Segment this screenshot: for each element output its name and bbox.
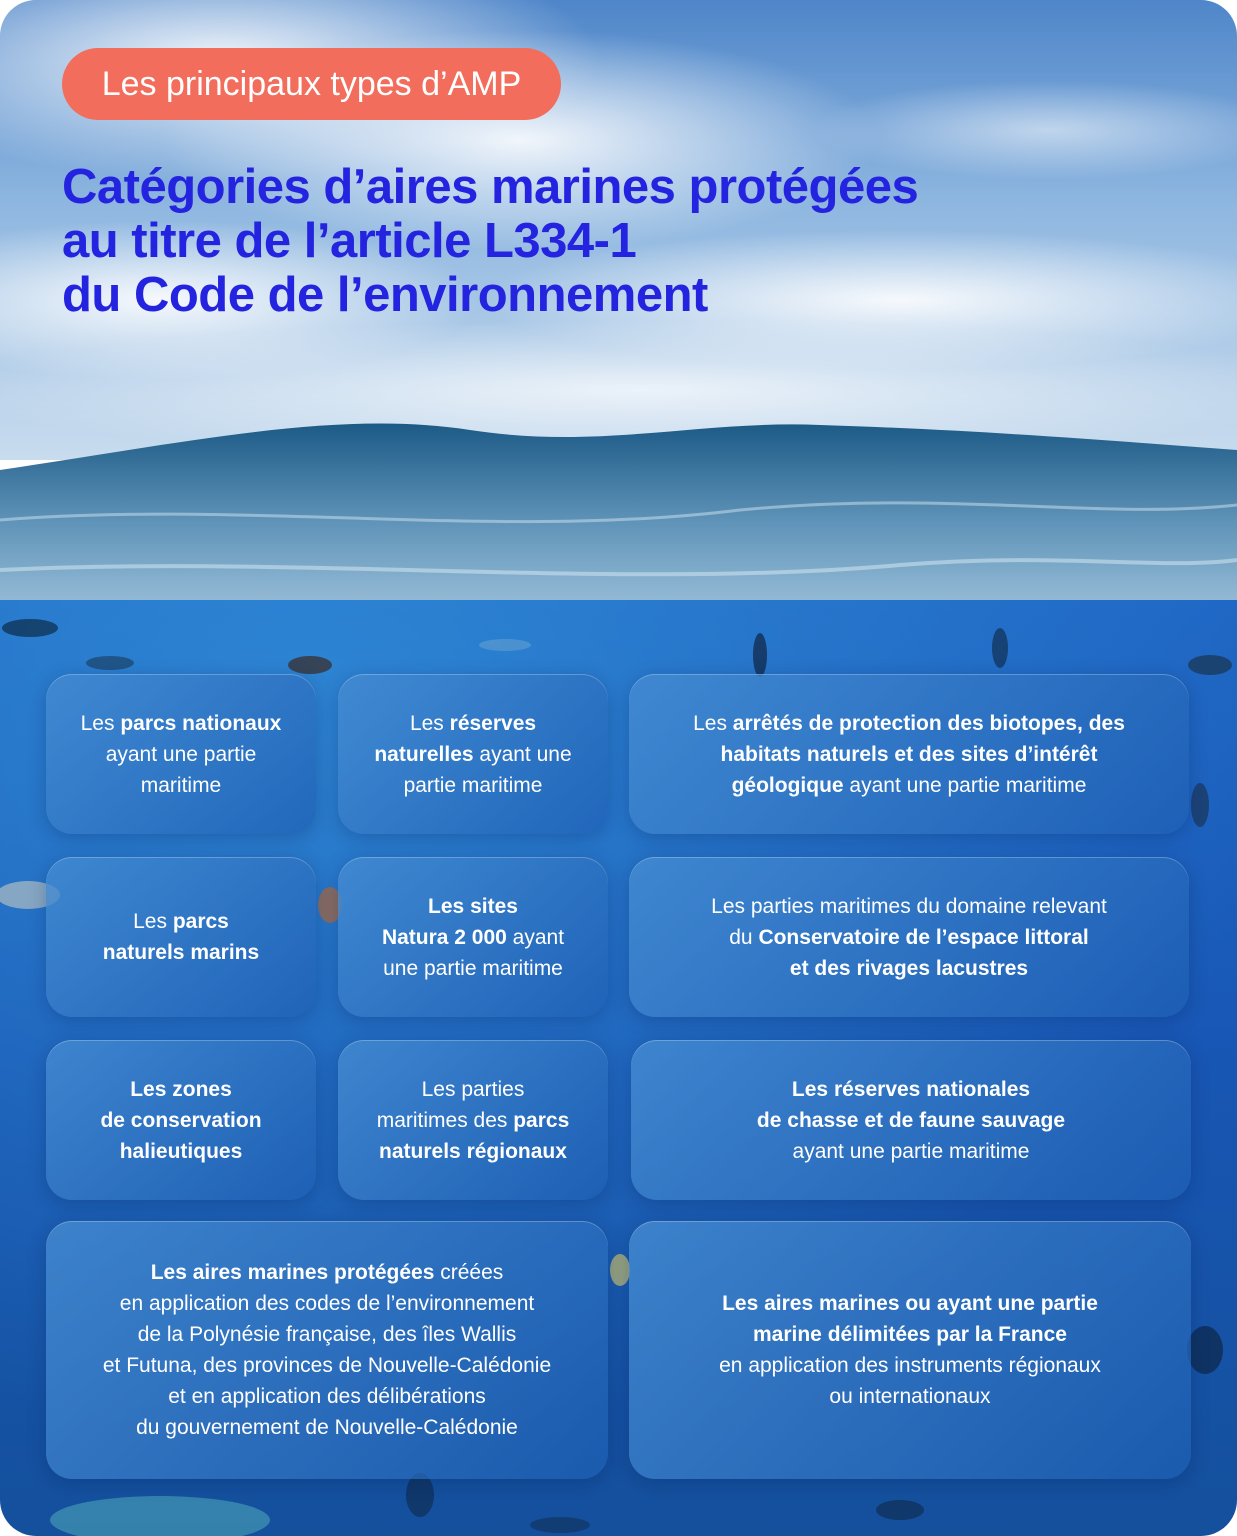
card-text bbox=[103, 906, 259, 968]
card-text-run: Les bbox=[80, 711, 121, 735]
card-text bbox=[382, 891, 564, 984]
card-text-line bbox=[382, 891, 564, 922]
card-text-line bbox=[103, 1350, 551, 1381]
card-text-line bbox=[719, 1350, 1101, 1381]
card-text-line bbox=[382, 922, 564, 953]
card-text-run: en application des codes de l’environnement bbox=[119, 1292, 535, 1315]
card-text-bold: Les réserves nationales bbox=[791, 1077, 1031, 1101]
card-text-line bbox=[81, 708, 282, 739]
card-text-bold: naturels marins bbox=[102, 941, 260, 964]
card-text-bold: naturels régionaux bbox=[379, 1139, 567, 1163]
card-text-run: ayant une partie maritime bbox=[843, 773, 1087, 797]
card-text bbox=[81, 708, 282, 801]
card-text-bold: naturelles bbox=[374, 742, 474, 766]
category-card-arretes-biotopes bbox=[629, 674, 1189, 834]
card-text-bold: Conservatoire de l’espace littoral bbox=[758, 925, 1089, 949]
card-text-run: Les parties bbox=[421, 1077, 525, 1101]
card-text-line bbox=[100, 1105, 261, 1136]
card-text-line bbox=[374, 708, 571, 739]
card-text-bold: Les zones bbox=[130, 1077, 232, 1101]
page-title bbox=[62, 160, 1062, 322]
card-text bbox=[374, 708, 571, 801]
section-tag: Les principaux types d’AMP bbox=[62, 48, 561, 120]
card-text-line bbox=[374, 739, 571, 770]
category-card-parcs-nationaux bbox=[46, 674, 316, 834]
card-text-run: de la Polynésie française, des îles Wallis bbox=[137, 1323, 517, 1346]
card-text-bold: Les aires marines ou ayant une partie bbox=[722, 1292, 1098, 1315]
card-text-line bbox=[382, 953, 564, 984]
card-text-line bbox=[711, 922, 1107, 953]
card-text-run: créées bbox=[434, 1261, 504, 1284]
card-text-line bbox=[757, 1074, 1065, 1105]
category-card-conservatoire-littoral bbox=[629, 857, 1189, 1017]
card-text-line bbox=[757, 1136, 1065, 1167]
card-text-line bbox=[377, 1136, 570, 1167]
card-text-run: ou internationaux bbox=[829, 1385, 991, 1408]
card-text-line bbox=[693, 770, 1125, 801]
card-text-line bbox=[711, 891, 1107, 922]
card-text-bold: Natura 2 000 bbox=[381, 925, 507, 949]
card-text-line bbox=[693, 739, 1125, 770]
card-text-run: une partie maritime bbox=[383, 956, 563, 980]
category-card-reserves-naturelles bbox=[338, 674, 608, 834]
card-text-run: et en application des délibérations bbox=[168, 1385, 486, 1408]
card-text-run: ayant bbox=[506, 925, 565, 949]
category-card-parcs-naturels-regionaux bbox=[338, 1040, 608, 1200]
card-text-bold: réserves bbox=[449, 711, 537, 735]
card-text-bold: Les sites bbox=[428, 894, 518, 918]
category-card-aires-instruments-internationaux bbox=[629, 1221, 1191, 1479]
category-card-zones-conservation-halieutiques bbox=[46, 1040, 316, 1200]
card-text-run: maritimes des bbox=[376, 1108, 514, 1132]
card-text bbox=[377, 1074, 570, 1167]
card-text-run: et Futuna, des provinces de Nouvelle-Calédonie bbox=[102, 1354, 552, 1377]
card-text-run: Les bbox=[133, 910, 173, 933]
card-text-line bbox=[100, 1074, 261, 1105]
card-text-run: Les parties maritimes du domaine relevant bbox=[711, 894, 1107, 918]
card-text-bold: arrêtés de protection des biotopes, des bbox=[732, 711, 1125, 735]
card-text-line bbox=[103, 937, 259, 968]
card-text bbox=[757, 1074, 1065, 1167]
card-text-bold: parcs bbox=[513, 1108, 570, 1132]
card-text-run: du gouvernement de Nouvelle-Calédonie bbox=[136, 1416, 518, 1439]
title-line: du Code de l’environnement bbox=[62, 268, 708, 322]
card-text-line bbox=[100, 1136, 261, 1167]
card-text-run: en application des instruments régionaux bbox=[719, 1354, 1101, 1377]
card-text-line bbox=[719, 1319, 1101, 1350]
card-text-run: maritime bbox=[140, 773, 222, 797]
card-text-line bbox=[377, 1105, 570, 1136]
card-text bbox=[103, 1257, 551, 1443]
card-text-line bbox=[719, 1381, 1101, 1412]
card-text-line bbox=[719, 1288, 1101, 1319]
card-text-run: du bbox=[729, 925, 759, 949]
card-text-run: Les bbox=[693, 711, 733, 735]
title-line: au titre de l’article L334-1 bbox=[62, 214, 637, 268]
category-card-parcs-naturels-marins bbox=[46, 857, 316, 1017]
card-text-line bbox=[103, 1412, 551, 1443]
card-text-run: partie maritime bbox=[403, 773, 543, 797]
category-card-natura-2000 bbox=[338, 857, 608, 1017]
card-text-line bbox=[103, 1257, 551, 1288]
card-text-run: ayant une partie maritime bbox=[792, 1139, 1030, 1163]
card-text-bold: marine délimitées par la France bbox=[753, 1323, 1067, 1346]
card-text-bold: de chasse et de faune sauvage bbox=[756, 1108, 1066, 1132]
card-text-bold: géologique bbox=[731, 773, 844, 797]
card-text-bold: halieutiques bbox=[119, 1139, 243, 1163]
card-text-line bbox=[103, 1381, 551, 1412]
card-text-line bbox=[693, 708, 1125, 739]
card-text-line bbox=[103, 906, 259, 937]
card-text-line bbox=[103, 1319, 551, 1350]
card-text-bold: habitats naturels et des sites d’intérêt bbox=[720, 742, 1098, 766]
category-card-aires-outre-mer bbox=[46, 1221, 608, 1479]
card-text-run: Les bbox=[409, 711, 450, 735]
card-text-bold: et des rivages lacustres bbox=[789, 956, 1029, 980]
card-text bbox=[693, 708, 1125, 801]
card-text-line bbox=[81, 739, 282, 770]
card-text-run: ayant une bbox=[473, 742, 572, 766]
card-text bbox=[711, 891, 1107, 984]
card-text-line bbox=[374, 770, 571, 801]
card-text-run: ayant une partie bbox=[105, 742, 257, 766]
card-text-bold: parcs bbox=[172, 910, 229, 933]
card-text-bold: Les aires marines protégées bbox=[150, 1261, 435, 1284]
card-text bbox=[719, 1288, 1101, 1412]
card-text-bold: parcs nationaux bbox=[120, 711, 282, 735]
card-text-line bbox=[81, 770, 282, 801]
card-text-line bbox=[757, 1105, 1065, 1136]
card-text-line bbox=[711, 953, 1107, 984]
card-text-line bbox=[103, 1288, 551, 1319]
title-line: Catégories d’aires marines protégées bbox=[62, 160, 919, 214]
card-text-bold: de conservation bbox=[100, 1108, 262, 1132]
card-text bbox=[100, 1074, 261, 1167]
category-card-reserves-chasse-faune bbox=[631, 1040, 1191, 1200]
card-text-line bbox=[377, 1074, 570, 1105]
